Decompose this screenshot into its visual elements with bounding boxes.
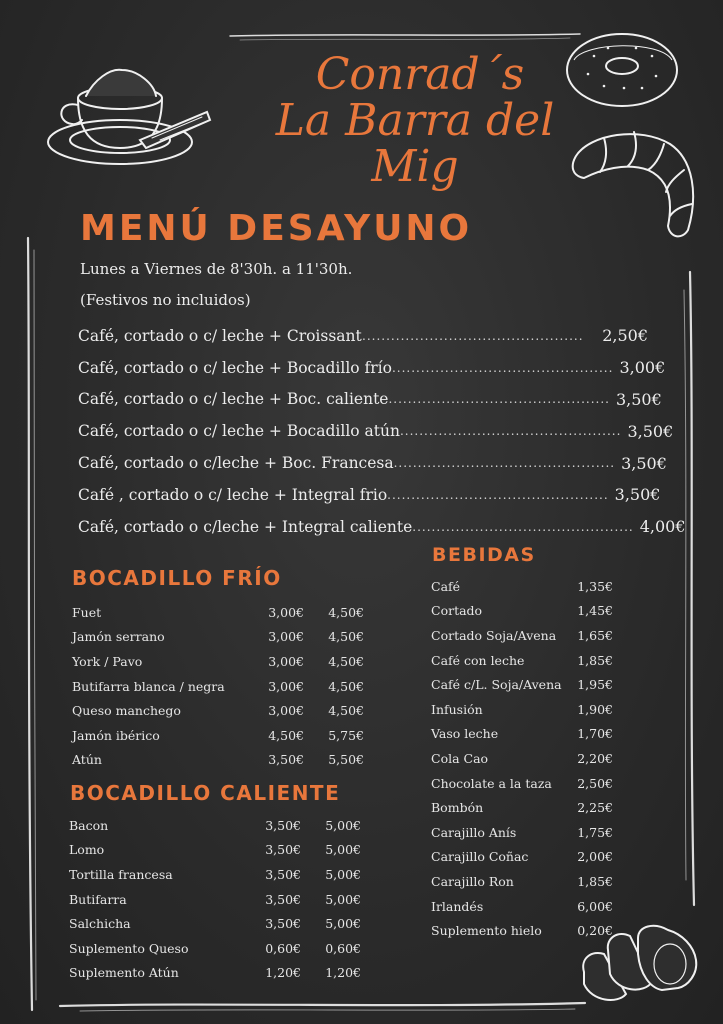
price-large: 5,00€: [325, 866, 361, 882]
combo-price: 3,50€: [621, 453, 667, 473]
combo-price: 2,50€: [602, 326, 648, 346]
table-row: [72, 600, 372, 625]
table-row: [431, 746, 615, 771]
combo-dots: ..............................................: [388, 392, 610, 407]
drink-name: Cortado Soja/Avena: [431, 627, 557, 643]
bocadillo-frio-table: [72, 600, 372, 772]
table-row: [431, 795, 615, 820]
brand-line-2: La Barra del Mig: [275, 95, 555, 193]
table-row: [431, 820, 615, 845]
combo-list: [78, 320, 686, 543]
combo-name: Café, cortado o c/ leche + Bocadillo atún: [78, 422, 400, 441]
price-small: 3,50€: [265, 866, 301, 882]
item-name: Butifarra blanca / negra: [72, 678, 225, 694]
drink-price: 1,65€: [577, 627, 613, 643]
price-small: 3,50€: [265, 842, 301, 858]
combo-price: 3,50€: [615, 389, 662, 409]
bebidas-title: BEBIDAS: [432, 544, 536, 566]
table-row: [431, 771, 615, 796]
drink-name: Bombón: [431, 800, 484, 816]
croissant-icon: [570, 126, 702, 242]
drink-price: 2,00€: [577, 849, 613, 865]
table-row: [431, 845, 615, 870]
table-row: [72, 698, 372, 723]
combo-dots: ..............................................: [393, 456, 616, 471]
price-large: 1,20€: [325, 965, 361, 981]
bocadillo-frio-title: BOCADILLO FRÍO: [72, 566, 282, 590]
menu-note: (Festivos no incluidos): [80, 291, 251, 309]
drink-name: Carajillo Coñac: [431, 849, 529, 865]
combo-price: 4,00€: [639, 517, 686, 537]
price-small: 1,20€: [265, 965, 301, 981]
combo-item: [78, 511, 686, 543]
brand-line-1: Conrad´s: [315, 49, 525, 100]
table-row: [69, 887, 369, 912]
drink-price: 1,95€: [577, 677, 613, 693]
item-name: Suplemento Queso: [69, 940, 189, 956]
item-name: Suplemento Atún: [69, 965, 179, 981]
item-name: Tortilla francesa: [69, 866, 173, 882]
drink-name: Cola Cao: [431, 750, 489, 766]
combo-dots: ..............................................: [391, 360, 614, 375]
item-name: Salchicha: [69, 916, 131, 932]
drink-name: Suplemento hielo: [431, 923, 542, 939]
table-row: [431, 894, 615, 919]
table-row: [431, 623, 615, 648]
drink-price: 1,70€: [577, 726, 613, 742]
table-row: [72, 649, 372, 674]
price-large: 5,75€: [328, 727, 364, 743]
item-name: Butifarra: [69, 891, 127, 907]
combo-name: Café, cortado o c/ leche + Boc. caliente: [78, 390, 389, 409]
table-row: [431, 918, 615, 943]
table-row: [431, 672, 615, 697]
combo-name: Café, cortado o c/leche + Integral caliente: [78, 517, 413, 536]
table-row: [69, 911, 369, 936]
combo-price: 3,50€: [627, 421, 674, 441]
drink-price: 2,25€: [577, 800, 613, 816]
menu-title: MENÚ DESAYUNO: [80, 208, 473, 249]
table-row: [72, 748, 372, 773]
table-row: [431, 869, 615, 894]
drink-name: Irlandés: [431, 898, 484, 914]
drink-name: Chocolate a la taza: [431, 775, 552, 791]
price-large: 4,50€: [328, 653, 364, 669]
drink-price: 1,85€: [577, 873, 613, 889]
combo-name: Café , cortado o c/ leche + Integral frio: [78, 485, 388, 504]
item-name: Jamón ibérico: [72, 727, 160, 743]
table-row: [69, 862, 369, 887]
table-row: [69, 936, 369, 961]
item-name: Atún: [72, 752, 102, 768]
price-small: 3,00€: [268, 629, 304, 645]
drink-name: Café: [431, 578, 461, 594]
item-name: Jamón serrano: [72, 629, 165, 645]
combo-item: [78, 447, 667, 479]
item-name: Fuet: [72, 604, 102, 620]
combo-dots: ..............................................: [412, 519, 634, 534]
item-name: Bacon: [69, 817, 109, 833]
drink-price: 1,85€: [577, 652, 613, 668]
drink-name: Café con leche: [431, 652, 525, 668]
price-large: 4,50€: [328, 604, 364, 620]
price-small: 3,50€: [265, 891, 301, 907]
combo-item: [78, 415, 674, 447]
price-large: 4,50€: [328, 629, 364, 645]
price-small: 3,00€: [268, 703, 304, 719]
price-small: 3,00€: [268, 604, 304, 620]
price-small: 4,50€: [268, 727, 304, 743]
drink-name: Infusión: [431, 701, 483, 717]
combo-item: [78, 320, 648, 352]
price-large: 5,00€: [325, 842, 361, 858]
item-name: Queso manchego: [72, 703, 181, 719]
drink-price: 0,20€: [577, 923, 613, 939]
price-small: 0,60€: [265, 940, 301, 956]
table-row: [69, 961, 369, 986]
combo-name: Café, cortado o c/ leche + Bocadillo frío: [78, 358, 392, 377]
combo-dots: ..............................................: [362, 328, 584, 343]
price-large: 5,00€: [325, 891, 361, 907]
combo-item: [78, 352, 666, 384]
price-small: 3,50€: [268, 752, 304, 768]
price-small: 3,00€: [268, 653, 304, 669]
item-name: York / Pavo: [72, 653, 143, 669]
price-small: 3,50€: [265, 817, 301, 833]
price-large: 5,00€: [325, 916, 361, 932]
drink-name: Café c/L. Soja/Avena: [431, 677, 562, 693]
bocadillo-caliente-table: [69, 813, 369, 985]
table-row: [69, 813, 369, 838]
bocadillo-caliente-title: BOCADILLO CALIENTE: [70, 781, 341, 805]
table-row: [69, 838, 369, 863]
menu-hours: Lunes a Viernes de 8'30h. a 11'30h.: [80, 260, 353, 278]
drink-name: Cortado: [431, 603, 483, 619]
combo-name: Café, cortado o c/leche + Boc. Francesa: [78, 454, 394, 473]
price-large: 5,50€: [328, 752, 364, 768]
combo-price: 3,00€: [619, 358, 666, 378]
table-row: [72, 625, 372, 650]
table-row: [431, 722, 615, 747]
item-name: Lomo: [69, 842, 105, 858]
price-small: 3,00€: [268, 678, 304, 694]
drink-price: 1,75€: [577, 824, 613, 840]
table-row: [72, 674, 372, 699]
table-row: [431, 574, 615, 599]
drink-price: 1,45€: [577, 603, 613, 619]
price-large: 0,60€: [325, 940, 361, 956]
table-row: [431, 648, 615, 673]
drink-name: Vaso leche: [431, 726, 499, 742]
drink-name: Carajillo Anís: [431, 824, 517, 840]
combo-item: [78, 384, 662, 416]
drink-price: 1,90€: [577, 701, 613, 717]
combo-price: 3,50€: [614, 485, 661, 505]
price-large: 4,50€: [328, 678, 364, 694]
drink-price: 6,00€: [577, 898, 613, 914]
drink-price: 1,35€: [577, 578, 613, 594]
price-large: 4,50€: [328, 703, 364, 719]
table-row: [72, 723, 372, 748]
combo-dots: ..............................................: [399, 424, 622, 439]
combo-item: [78, 479, 661, 511]
price-small: 3,50€: [265, 916, 301, 932]
coffee-cup-icon: [42, 60, 217, 175]
donut-icon: [564, 30, 682, 112]
table-row: [431, 697, 615, 722]
price-large: 5,00€: [325, 817, 361, 833]
table-row: [431, 599, 615, 624]
drink-price: 2,20€: [577, 750, 613, 766]
drink-price: 2,50€: [577, 775, 613, 791]
brand-logo: [250, 49, 580, 193]
drink-name: Carajillo Ron: [431, 873, 514, 889]
combo-name: Café, cortado o c/ leche + Croissant: [78, 326, 362, 345]
bebidas-table: [431, 574, 615, 943]
combo-dots: ..............................................: [387, 487, 609, 502]
